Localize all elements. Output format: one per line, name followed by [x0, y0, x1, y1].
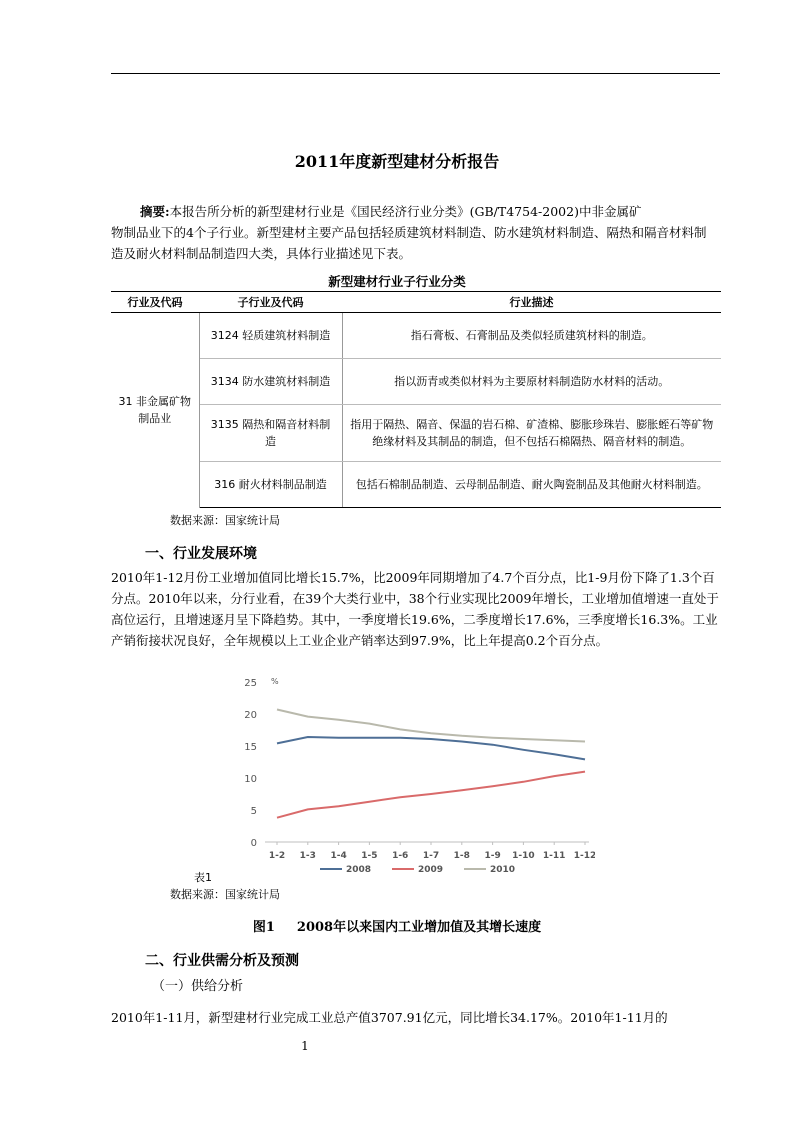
table-row — [111, 313, 721, 359]
legend-label: 2010 — [490, 865, 516, 875]
x-tick-label: 1-12 — [573, 851, 595, 861]
chart-source: 数据来源：国家统计局 — [170, 888, 280, 901]
table-title: 新型建材行业子行业分类 — [328, 274, 466, 289]
description-cell: 包括石棉制品制造、云母制品制造、耐火陶瓷制品及其他耐火材料制造。 — [342, 462, 721, 508]
x-tick-label: 1-4 — [330, 851, 347, 861]
description-cell: 指以沥青或类似材料为主要原材料制造防水材料的活动。 — [342, 359, 721, 405]
series-line-2009 — [277, 772, 585, 818]
subindustry-cell: 3124 轻质建筑材料制造 — [199, 313, 342, 359]
abstract-first-line — [140, 201, 700, 222]
x-tick-label: 1-11 — [542, 851, 566, 861]
y-unit-label: % — [271, 677, 279, 686]
header-subindustry-code: 子行业及代码 — [199, 292, 342, 313]
subsection-heading: （一）供给分析 — [152, 979, 244, 994]
abstract-lead: 摘要: — [140, 204, 170, 219]
x-tick-label: 1-2 — [268, 851, 286, 861]
header-rule — [111, 73, 720, 74]
description-cell: 指石膏板、石膏制品及类似轻质建筑材料的制造。 — [342, 313, 721, 359]
subindustry-cell: 3135 隔热和隔音材料制造 — [199, 405, 342, 462]
section-2-body: 2010年1-11月，新型建材行业完成工业总产值3707.91亿元，同比增长34.17%。2010年1-11月的 — [111, 1010, 668, 1025]
y-tick-label: 5 — [250, 806, 257, 817]
y-tick-label: 15 — [244, 742, 257, 753]
growth-chart-svg — [225, 670, 595, 880]
legend-label: 2008 — [346, 865, 372, 875]
subindustry-cell: 3134 防水建筑材料制造 — [199, 359, 342, 405]
industry-table — [111, 291, 721, 508]
page-number: 1 — [301, 1039, 309, 1053]
figure-caption — [0, 916, 794, 935]
section-1-heading: 一、行业发展环境 — [145, 546, 257, 562]
y-tick-label: 20 — [244, 710, 257, 721]
x-tick-label: 1-6 — [392, 851, 409, 861]
figure-caption-text: 2008年以来国内工业增加值及其增长速度 — [296, 920, 542, 935]
legend-label: 2009 — [418, 865, 444, 875]
subindustry-cell: 316 耐火材料制品制造 — [199, 462, 342, 508]
abstract-rest: 物制品业下的4个子行业。新型建材主要产品包括轻质建筑材料制造、防水建筑材料制造、隔热和隔音材料制造及耐火材料制品制造四大类，具体行业描述见下表。 — [111, 225, 707, 261]
section-1-body: 2010年1-12月份工业增加值同比增长15.7%，比2009年同期增加了4.7个百分点，比1-9月份下降了1.3个百分点。2010年以来，分行业看，在39个大类行业中，38个行业实现比2009年增长，工业增加值增速一直处于高位运行，且增速逐月呈下降趋势。其中，一季度增长19.6%，二季度增长17.6%，三季度增长16.3%。工业产销衔接状况良好，全年规模以上工业企业产销率达到97.9%，比上年提高0.2个百分点。 — [111, 570, 719, 648]
document-title: 2011年度新型建材分析报告 — [294, 152, 500, 171]
y-tick-label: 0 — [250, 838, 257, 849]
table-source: 数据来源：国家统计局 — [170, 514, 280, 527]
table-row — [111, 359, 721, 405]
x-tick-label: 1-9 — [484, 851, 501, 861]
x-tick-label: 1-5 — [361, 851, 378, 861]
growth-chart — [225, 670, 595, 880]
table-row — [111, 462, 721, 508]
header-industry-code: 行业及代码 — [111, 292, 199, 313]
description-cell: 指用于隔热、隔音、保温的岩石棉、矿渣棉、膨胀珍珠岩、膨胀蛭石等矿物绝缘材料及其制品的制造，但不包括石棉隔热、隔音材料的制造。 — [342, 405, 721, 462]
table-note: 表1 — [194, 871, 212, 884]
abstract-first-text: 本报告所分析的新型建材行业是《国民经济行业分类》(GB/T4754-2002)中非金属矿 — [169, 204, 642, 219]
table-header-row — [111, 292, 721, 313]
header-description: 行业描述 — [342, 292, 721, 313]
x-tick-label: 1-10 — [512, 851, 535, 861]
parent-industry-cell: 31 非金属矿物制品业 — [111, 313, 199, 508]
table-row — [111, 405, 721, 462]
x-tick-label: 1-3 — [299, 851, 316, 861]
y-tick-label: 25 — [244, 678, 257, 689]
figure-label: 图1 — [252, 920, 275, 935]
section-2-heading: 二、行业供需分析及预测 — [145, 953, 299, 969]
x-tick-label: 1-7 — [422, 851, 440, 861]
y-tick-label: 10 — [244, 774, 257, 785]
x-tick-label: 1-8 — [453, 851, 470, 861]
